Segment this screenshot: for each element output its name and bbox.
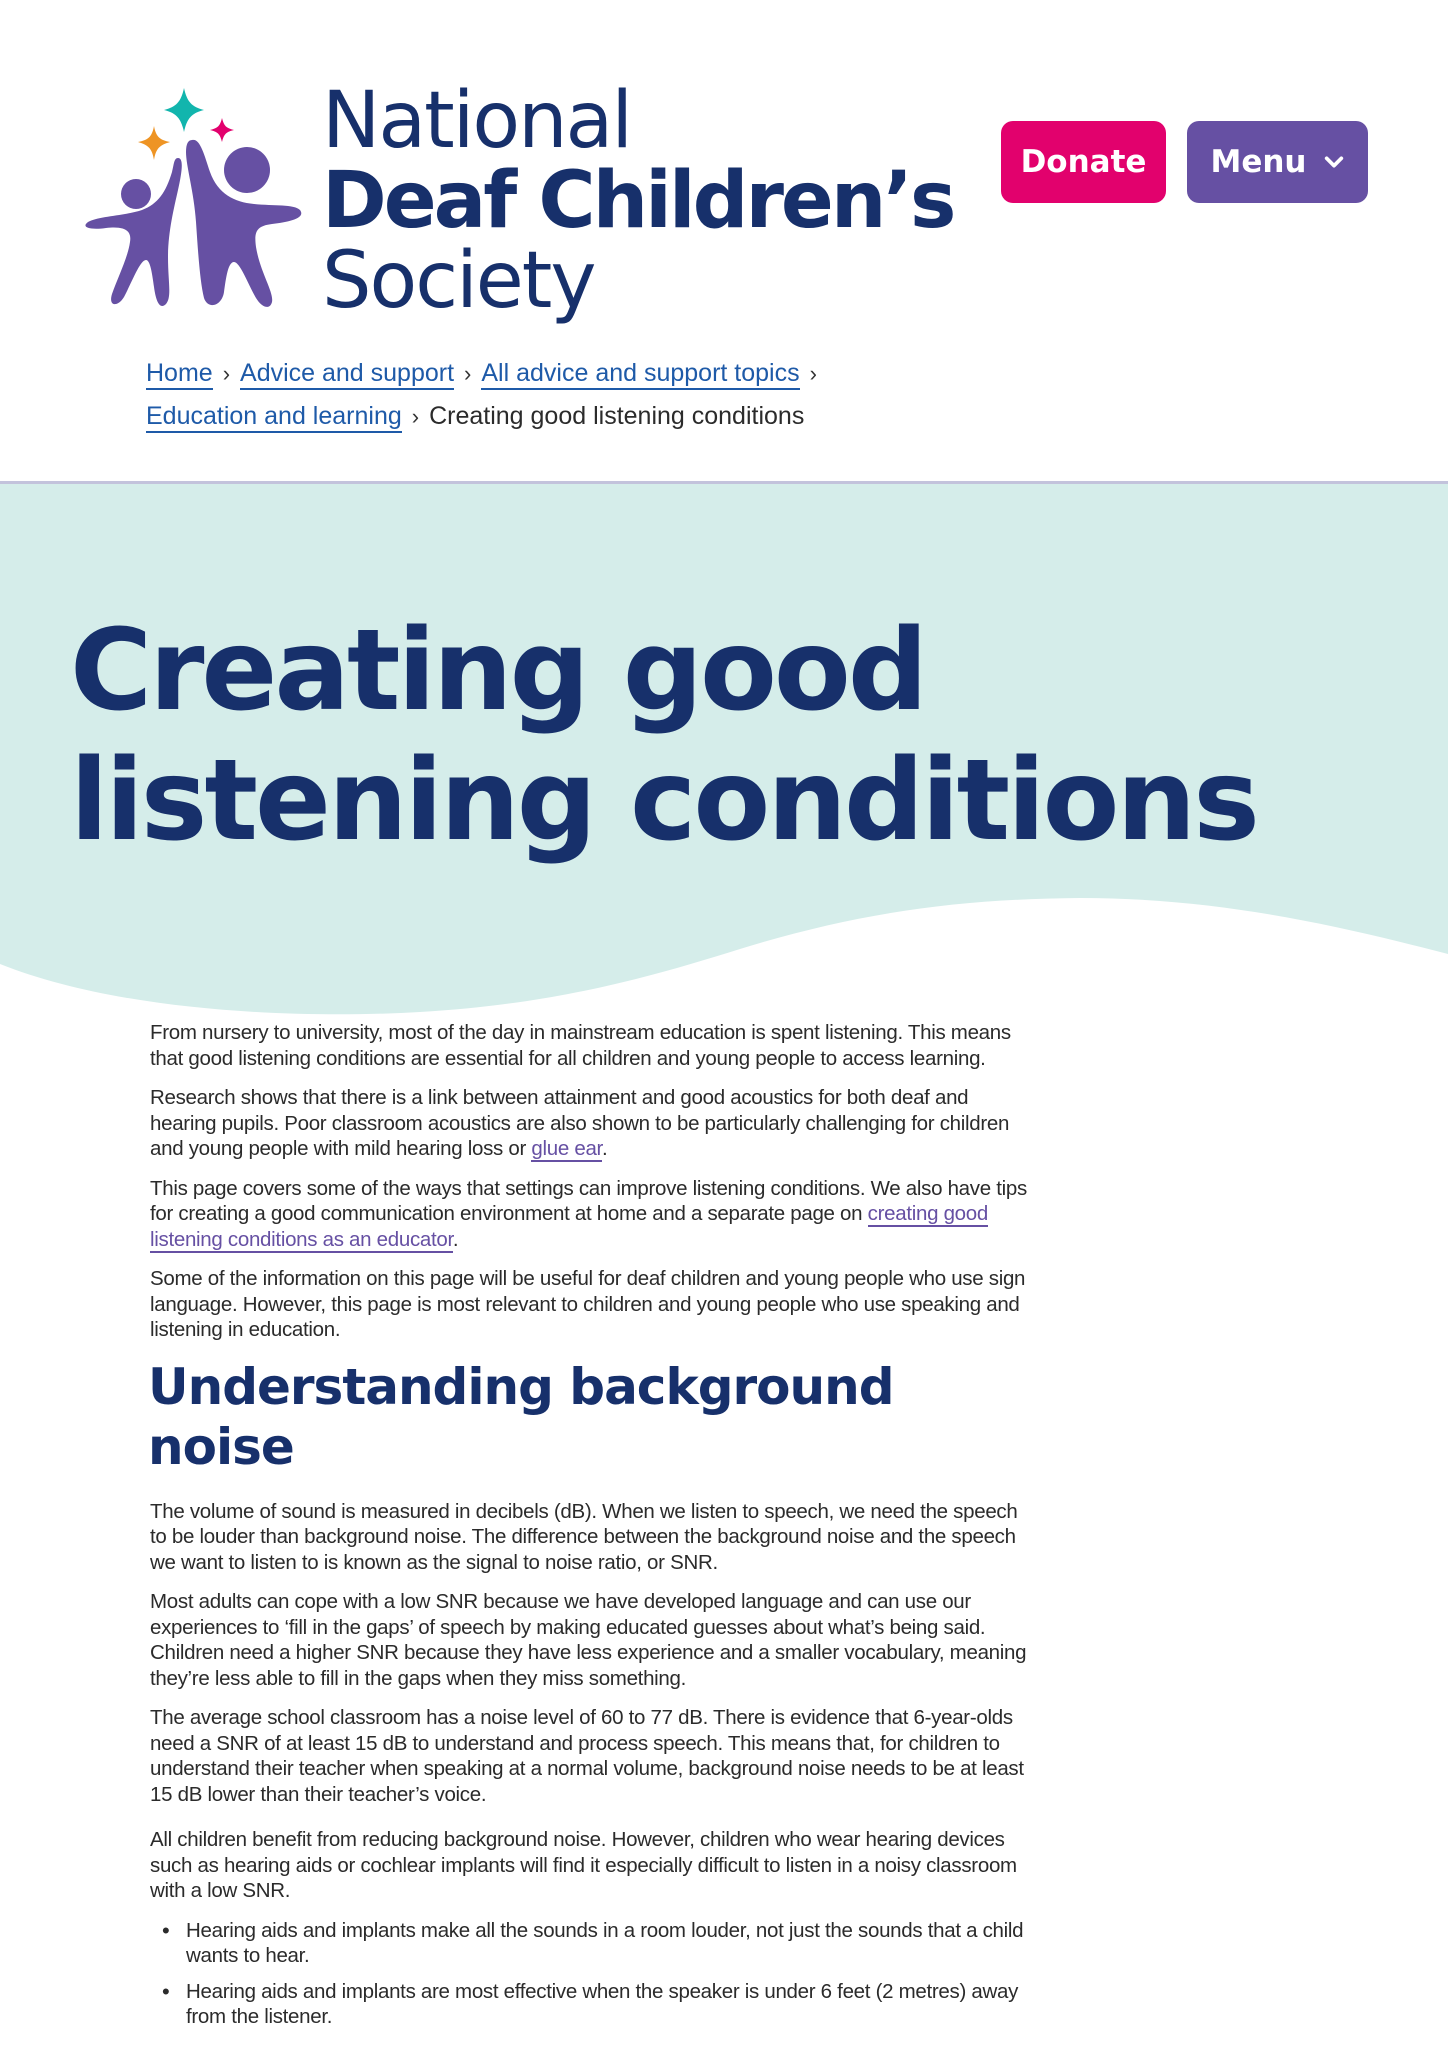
breadcrumb-link-advice-and-support[interactable]: Advice and support [240,359,454,390]
research-paragraph [150,1085,1030,1162]
chevron-right-icon: › [222,361,231,386]
menu-button[interactable] [1187,121,1368,203]
site-header [0,0,1448,484]
section-heading-background-noise: Understanding background noise [148,1357,894,1476]
teal-star-icon [164,88,204,132]
logo-line-1: National [322,76,632,166]
breadcrumb [146,352,906,438]
small-child-head [121,179,151,209]
hero-wave-divider [0,894,1448,1024]
paragraph-text: Research shows that there is a link between attainment and good acoustics for both deaf and hearing pupils. Poor classroom acoustics are also shown to be particularly challenging for children and young people with mild hearing loss or [150,1086,1010,1160]
sign-language-paragraph: Some of the information on this page will be useful for deaf children and young people who use sign language. However, this page is most relevant to children and young people who use speaking and listening in education. [150,1267,1026,1341]
paragraph-text: This page covers some of the ways that settings can improve listening conditions. We also have tips for creating a good communication environment at home and a separate page on [150,1176,1027,1225]
donate-button[interactable] [1001,121,1166,203]
chevron-right-icon: › [411,404,420,429]
page-hero [0,484,1448,1024]
breadcrumb-link-all-topics[interactable]: All advice and support topics [481,359,799,390]
classroom-noise-paragraph: The average school classroom has a noise level of 60 to 77 dB. There is evidence that 6-year-olds need a SNR of at least 15 dB to understand and process speech. This means that, for children to understand their teacher when speaking at a normal volume, background noise needs to be at least 15 dB lower than their teacher’s voice. [150,1706,1024,1806]
page-covers-paragraph [150,1176,1030,1253]
chevron-down-icon [1323,151,1345,173]
adults-snr-paragraph: Most adults can cope with a low SNR because we have developed language and can use our experiences to ‘fill in the gaps’ of speech by making educated guesses about what’s being said. Children need a higher SNR because they have less experience and a smaller vocabulary, meaning they’re less able to fill in the gaps when they miss something. [150,1590,1027,1690]
orange-star-icon [138,126,170,160]
hearing-aids-list [162,1918,1030,2030]
breadcrumb-current-page: Creating good listening conditions [429,402,805,430]
chevron-right-icon: › [464,361,472,386]
intro-paragraph: From nursery to university, most of the day in mainstream education is spent listening. This means that good listening conditions are essential for all children and young people to access learning. [150,1021,1011,1070]
article-content [150,1020,1030,2040]
pink-star-icon [210,118,234,142]
big-child-head [224,147,270,193]
chevron-right-icon: › [809,361,817,386]
logo-line-2: Deaf Children’s [322,156,954,246]
paragraph-text: . [601,1137,608,1160]
page-title: Creating good listening conditions [70,606,1257,866]
hearing-devices-paragraph: All children benefit from reducing background noise. However, children who wear hearing devices such as hearing aids or cochlear implants will find it especially difficult to listen in a noisy classroom with a low SNR. [150,1828,1017,1902]
breadcrumb-link-home[interactable]: Home [146,359,213,390]
list-item: • Hearing aids and implants make all the sounds in a room louder, not just the sounds that a child wants to hear. [162,1918,1030,1969]
list-item: • Hearing aids and implants are most effective when the speaker is under 6 feet (2 metres) away from the listener. [162,1979,1030,2030]
educator-page-link[interactable]: creating good listening conditions as an educator [150,1202,988,1251]
donate-button-label: Donate [1020,144,1147,180]
paragraph-text: . [452,1227,459,1251]
two-children-with-stars-logo-icon [84,82,304,312]
glue-ear-link[interactable]: glue ear [531,1137,602,1160]
decibels-paragraph: The volume of sound is measured in decibels (dB). When we listen to speech, we need the speech to be louder than background noise. The difference between the background noise and the speech we want to listen to is known as the signal to noise ratio, or SNR. [150,1499,1018,1574]
logo-line-3: Society [322,236,595,326]
menu-button-label: Menu [1210,144,1307,180]
site-logo-link[interactable] [84,76,954,326]
breadcrumb-link-education-and-learning[interactable]: Education and learning [146,402,402,433]
